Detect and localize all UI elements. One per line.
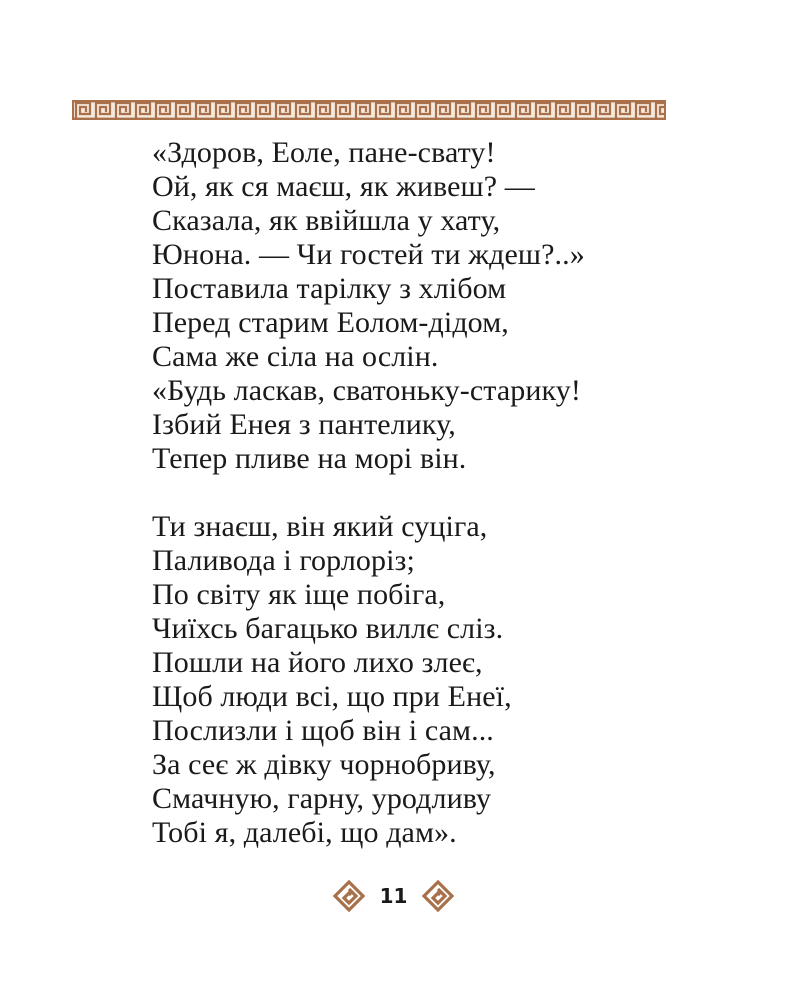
poem-line: Поставила тарілку з хлібом [152, 272, 507, 305]
poem-line: Перед старим Еолом-дідом, [152, 306, 509, 339]
poem-line: Послизли і щоб він і сам... [152, 714, 494, 747]
poem-line: За сеє ж дівку чорнобриву, [152, 748, 496, 781]
diamond-spiral-ornament-icon [332, 879, 366, 913]
poem-line: Ізбий Енея з пантелику, [152, 408, 456, 441]
poem-line: Тобі я, далебі, що дам». [152, 816, 457, 849]
stanza-1 [152, 136, 752, 476]
diamond-spiral-ornament-icon [421, 879, 455, 913]
poem [152, 136, 752, 850]
poem-line: Смачную, гарну, уродливу [152, 782, 492, 815]
stanza-2 [152, 510, 752, 850]
poem-line: Пошли на його лихо злеє, [152, 646, 483, 679]
poem-line: Паливода і горлоріз; [152, 544, 415, 577]
poem-line: Чиїхсь багацько виллє сліз. [152, 612, 504, 645]
poem-line: «Будь ласкав, сватоньку-старику! [152, 374, 581, 407]
page-number: 11 [379, 884, 408, 908]
poem-line: Сама же сіла на ослін. [152, 340, 439, 373]
poem-line: Сказала, як ввійшла у хату, [152, 204, 501, 237]
poem-line: Юнона. — Чи гостей ти ждеш?..» [152, 238, 585, 271]
poem-line: «Здоров, Еоле, пане-свату! [152, 136, 496, 169]
poem-line: Щоб люди всі, що при Енеї, [152, 680, 512, 713]
page-footer [0, 876, 787, 916]
poem-line: По світу як іще побіга, [152, 578, 446, 611]
greek-key-border [72, 100, 666, 120]
poem-line: Ой, як ся маєш, як живеш? — [152, 170, 535, 203]
poem-line: Тепер пливе на морі він. [152, 442, 467, 475]
poem-line: Ти знаєш, він який суціга, [152, 510, 488, 543]
